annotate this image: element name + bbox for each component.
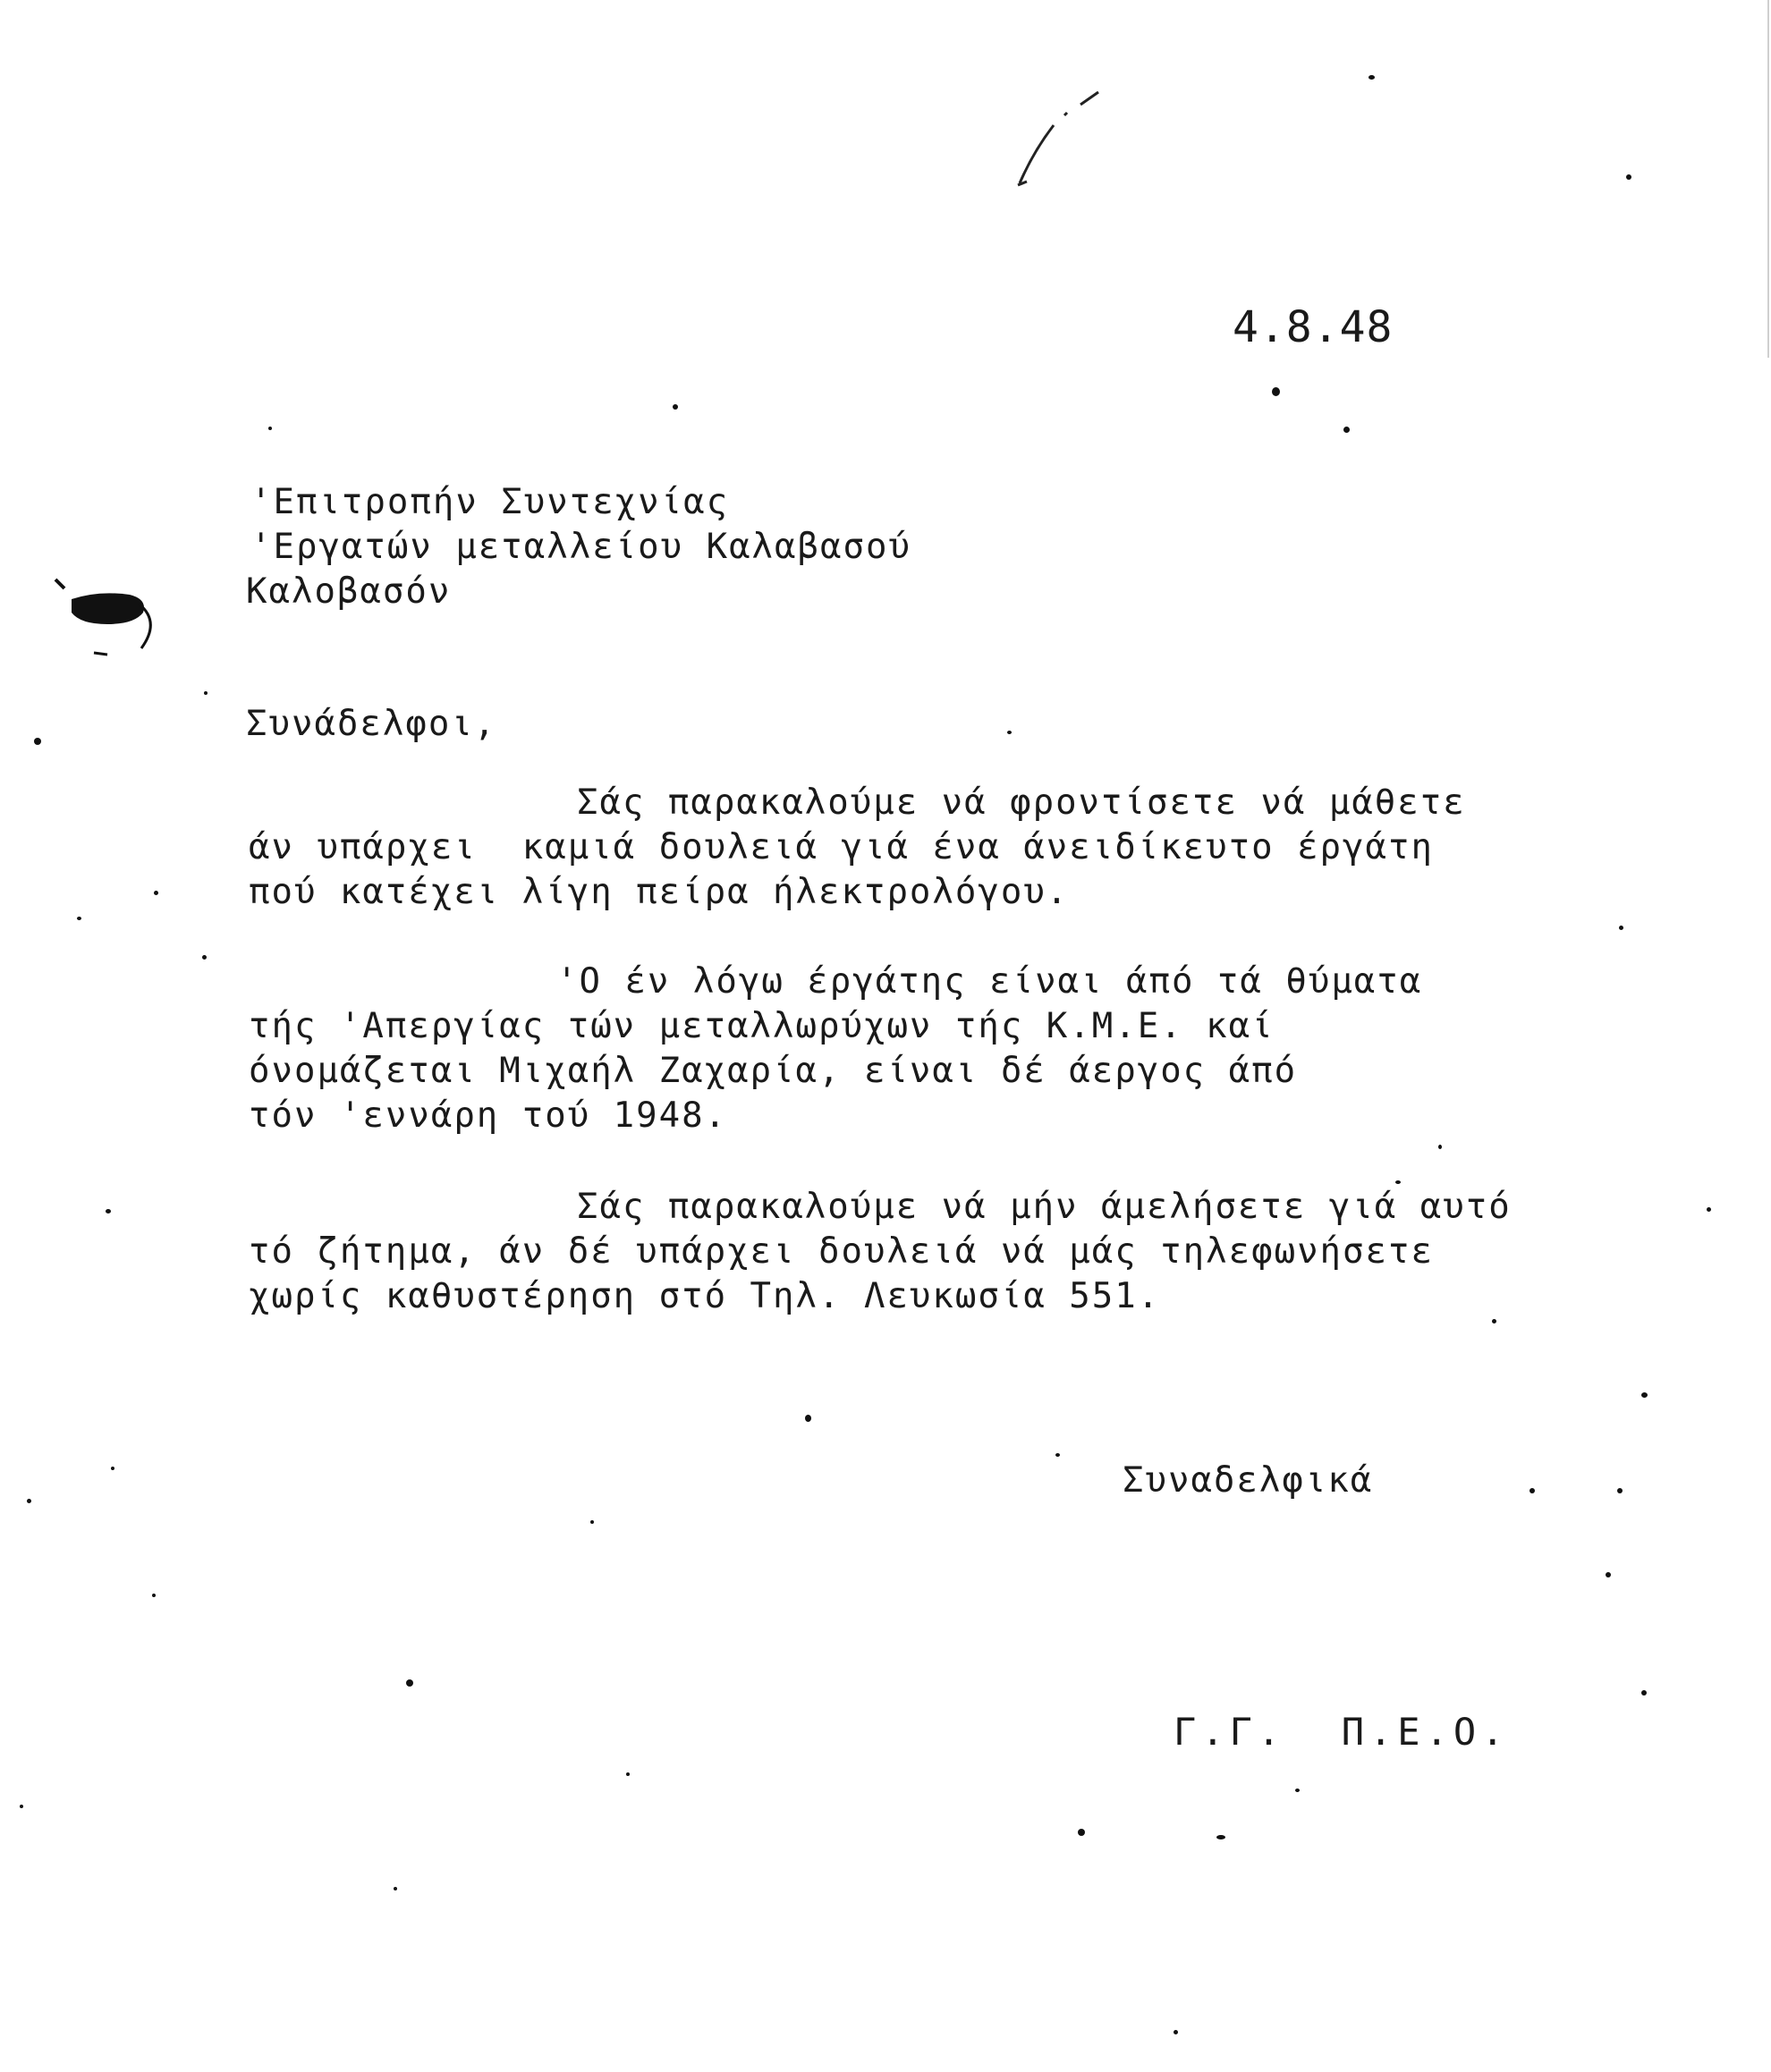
paragraph-1-line-2: άν υπάρχει καμιά δουλειά γιά ένα άνειδίκευτο έργάτη [249, 827, 1434, 867]
paragraph-1-line-1: Σάς παρακαλούμε νά φροντίσετε νά μάθετε [577, 782, 1466, 823]
scan-speck [1619, 926, 1623, 930]
scan-speck [1641, 1392, 1648, 1398]
scan-speck [20, 1805, 23, 1808]
letter-date: 4.8.48 [1233, 302, 1394, 352]
pen-slash-mark-icon [1011, 85, 1172, 192]
paragraph-3-line-1: Σάς παρακαλούμε νά μήν άμελήσετε γιά αυτό [577, 1187, 1512, 1227]
scan-speck [1007, 731, 1012, 734]
scan-speck [394, 1887, 397, 1890]
scan-speck [1492, 1319, 1496, 1324]
scan-speck [152, 1594, 156, 1597]
scan-speck [1617, 1488, 1623, 1493]
scan-speck [1078, 1829, 1085, 1836]
salutation: Συνάδελφοι, [246, 704, 497, 744]
scan-speck [106, 1209, 111, 1214]
scan-speck [590, 1520, 594, 1524]
closing: Συναδελφικά [1123, 1460, 1374, 1501]
scan-speck [673, 404, 678, 410]
paragraph-2-line-1: 'Ο έν λόγω έργάτης είναι άπό τά θύματα [556, 961, 1423, 1002]
signature: Γ.Γ. Π.Ε.Ο. [1174, 1710, 1510, 1754]
scan-speck [204, 691, 208, 695]
scan-speck [1530, 1488, 1535, 1493]
paragraph-2-line-2: τής 'Απεργίας τών μεταλλωρύχων τής Κ.Μ.Ε. καί [249, 1006, 1275, 1046]
scan-speck [111, 1467, 114, 1470]
paragraph-3-line-2: τό ζήτημα, άν δέ υπάρχει δουλειά νά μάς τηλεφωνήσετε [249, 1231, 1434, 1272]
scan-speck [626, 1772, 630, 1776]
scan-speck [1055, 1453, 1060, 1457]
ink-blot-mark-icon [45, 572, 161, 662]
scan-speck [406, 1679, 413, 1687]
recipient-line-1: 'Επιτροπήν Συντεχνίας [250, 482, 730, 522]
paragraph-1-line-3: πού κατέχει λίγη πείρα ήλεκτρολόγου. [249, 872, 1070, 912]
scan-speck [1641, 1690, 1647, 1696]
scan-speck [1343, 427, 1350, 433]
scan-speck [1368, 75, 1375, 80]
scan-speck [268, 427, 272, 430]
paragraph-2-line-3: όνομάζεται Μιχαήλ Ζαχαρία, είναι δέ άεργος άπό [249, 1051, 1298, 1091]
scan-speck [34, 738, 41, 745]
scan-speck [77, 917, 81, 920]
scan-speck [1626, 174, 1631, 180]
scan-speck [27, 1499, 31, 1503]
paragraph-2-line-4: τόν 'εννάρη τού 1948. [249, 1095, 728, 1136]
scan-edge-line [1767, 0, 1769, 358]
scan-speck [1438, 1145, 1442, 1149]
scan-speck [1216, 1835, 1225, 1839]
scan-speck [1272, 387, 1280, 396]
paragraph-3-line-3: χωρίς καθυστέρηση στό Τηλ. Λευκωσία 551. [249, 1276, 1161, 1316]
scan-speck [1395, 1180, 1401, 1184]
recipient-line-3: Καλοβασόν [246, 571, 452, 612]
scan-speck [1295, 1789, 1300, 1792]
scan-speck [1606, 1572, 1611, 1577]
scan-speck [1707, 1207, 1711, 1212]
scan-speck [154, 891, 158, 895]
scan-speck [1174, 2030, 1178, 2034]
scan-speck [805, 1415, 811, 1422]
recipient-line-2: 'Εργατών μεταλλείου Καλαβασού [250, 527, 911, 567]
scan-speck [202, 955, 207, 960]
